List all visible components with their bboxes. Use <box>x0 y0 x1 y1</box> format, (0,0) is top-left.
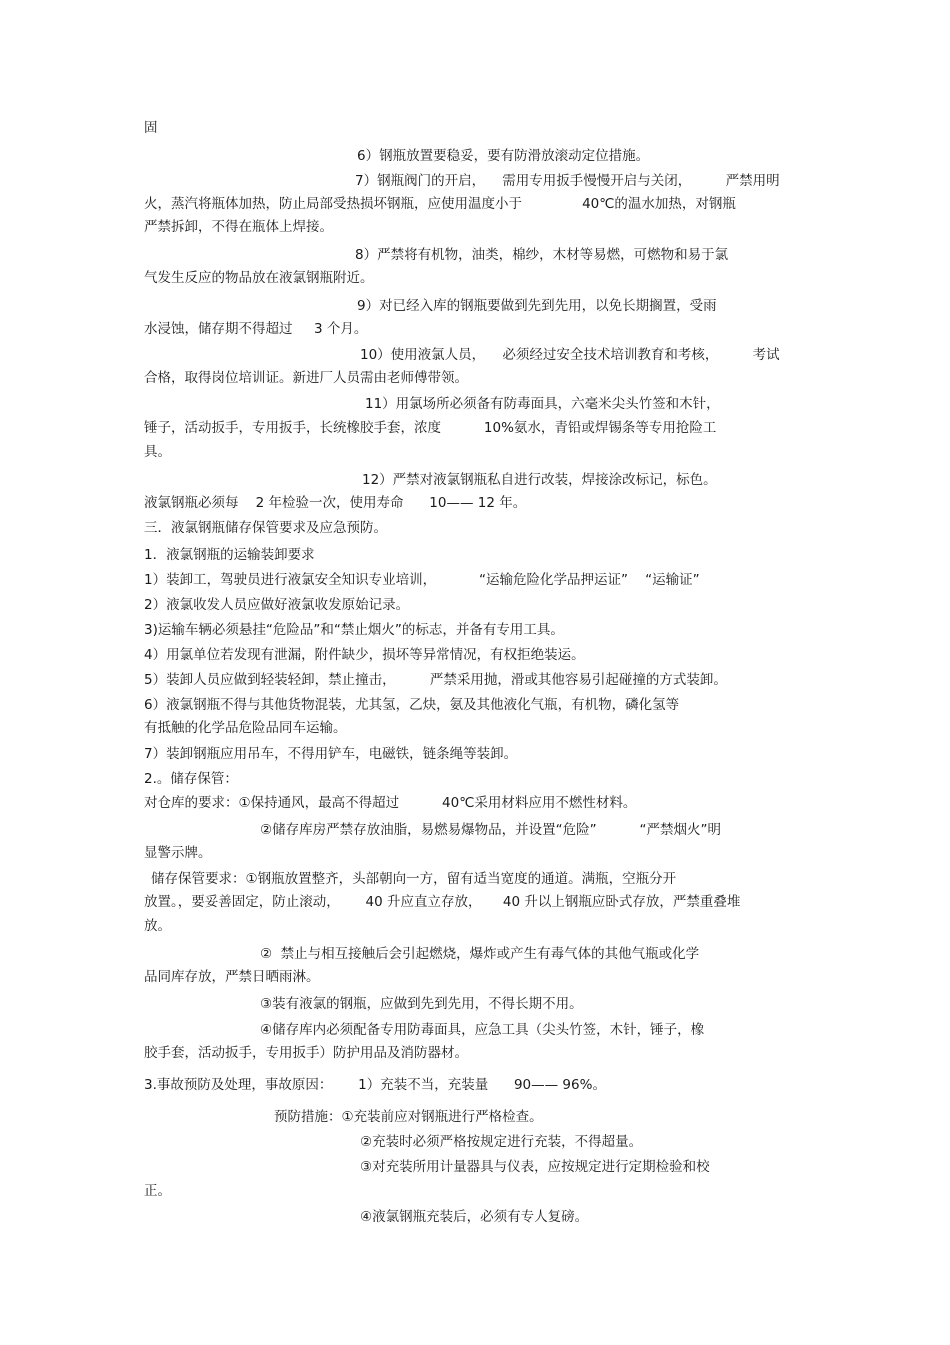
text-line: ③对充装所用计量器具与仪表，应按规定进行定期检验和校 <box>360 1159 710 1175</box>
section-heading: 三．液氯钢瓶储存保管要求及应急预防。 <box>144 520 387 536</box>
text-line: 有抵触的化学品危险品同车运输。 <box>144 720 347 736</box>
text-line: 预防措施：①充装前应对钢瓶进行严格检查。 <box>274 1109 543 1125</box>
text-line: 具。 <box>144 444 171 460</box>
text-line: ②储存库房严禁存放油脂，易燃易爆物品，并设置“危险” “严禁烟火”明 <box>260 822 721 838</box>
text-line: 9）对已经入库的钢瓶要做到先到先用，以免长期搁置，受雨 <box>357 298 717 314</box>
text-line: 储存保管要求：①钢瓶放置整齐，头部朝向一方，留有适当宽度的通道。满瓶，空瓶分开 <box>151 871 677 887</box>
text-line: 火，蒸汽将瓶体加热，防止局部受热损坏钢瓶，应使用温度小于 40℃的温水加热，对钢瓶 <box>144 196 736 212</box>
text-line: 显警示牌。 <box>144 845 212 861</box>
text-line: 品同库存放，严禁日晒雨淋。 <box>144 969 320 985</box>
subsection-heading: 3.事故预防及处理，事故原因： 1）充装不当，充装量 90—— 96%。 <box>144 1077 606 1093</box>
text-line: ③装有液氯的钢瓶，应做到先到先用，不得长期不用。 <box>260 996 583 1012</box>
text-line: 放置。，要妥善固定，防止滚动， 40 升应直立存放， 40 升以上钢瓶应卧式存放，严禁重叠堆 <box>144 894 741 910</box>
text-line: 1）装卸工，驾驶员进行液氯安全知识专业培训， “运输危险化学品押运证” “运输证” <box>144 572 700 588</box>
text-line: 气发生反应的物品放在液氯钢瓶附近。 <box>144 270 374 286</box>
text-line: 8）严禁将有机物，油类，棉纱，木材等易燃，可燃物和易于氯 <box>355 247 729 263</box>
text-line: 严禁拆卸，不得在瓶体上焊接。 <box>144 219 333 235</box>
text-line: 液氯钢瓶必须每 2 年检验一次，使用寿命 10—— 12 年。 <box>144 495 527 511</box>
text-line: 放。 <box>144 918 171 934</box>
text-line: 6）液氯钢瓶不得与其他货物混装，尤其氢，乙炔，氨及其他液化气瓶，有机物，磷化氢等 <box>144 697 680 713</box>
text-line: 12）严禁对液氯钢瓶私自进行改装，焊接涂改标记，标色。 <box>362 472 717 488</box>
text-line: 2）液氯收发人员应做好液氯收发原始记录。 <box>144 597 410 613</box>
text-line: 合格，取得岗位培训证。新进厂人员需由老师傅带领。 <box>144 370 468 386</box>
text-line: 固 <box>144 120 158 136</box>
text-line: 7）装卸钢瓶应用吊车，不得用铲车，电磁铁，链条绳等装卸。 <box>144 746 518 762</box>
text-line: 对仓库的要求：①保持通风，最高不得超过 40℃采用材料应用不燃性材料。 <box>144 795 637 811</box>
text-line: 正。 <box>144 1183 171 1199</box>
subsection-heading: 2.。储存保管： <box>144 771 238 787</box>
text-line: 7）钢瓶阀门的开启， 需用专用扳手慢慢开启与关闭， 严禁用明 <box>355 173 780 189</box>
text-line: 3)运输车辆必须悬挂“危险品”和“禁止烟火”的标志，并备有专用工具。 <box>144 622 564 638</box>
text-line: ④液氯钢瓶充装后，必须有专人复磅。 <box>360 1209 589 1225</box>
text-line: 锤子，活动扳手，专用扳手，长统橡胶手套，浓度 10%氨水，青铅或焊锡条等专用抢险工 <box>144 420 717 436</box>
text-line: ④储存库内必须配备专用防毒面具，应急工具（尖头竹签，木针，锤子，橡 <box>260 1022 705 1038</box>
text-line: 11）用氯场所必须备有防毒面具，六毫米尖头竹签和木针， <box>365 396 720 412</box>
subsection-heading: 1．液氯钢瓶的运输装卸要求 <box>144 547 315 563</box>
text-line: 胶手套，活动扳手，专用扳手）防护用品及消防器材。 <box>144 1045 468 1061</box>
text-line: ② 禁止与相互接触后会引起燃烧，爆炸或产生有毒气体的其他气瓶或化学 <box>260 946 700 962</box>
text-line: 5）装卸人员应做到轻装轻卸，禁止撞击， 严禁采用抛，滑或其他容易引起碰撞的方式装卸。 <box>144 672 727 688</box>
text-line: 10）使用液氯人员， 必须经过安全技术培训教育和考核， 考试 <box>360 347 780 363</box>
text-line: ②充装时必须严格按规定进行充装，不得超量。 <box>360 1134 643 1150</box>
text-line: 6）钢瓶放置要稳妥，要有防滑放滚动定位措施。 <box>357 148 650 164</box>
text-line: 水浸蚀，储存期不得超过 3 个月。 <box>144 321 368 337</box>
text-line: 4）用氯单位若发现有泄漏，附件缺少，损坏等异常情况，有权拒绝装运。 <box>144 647 585 663</box>
